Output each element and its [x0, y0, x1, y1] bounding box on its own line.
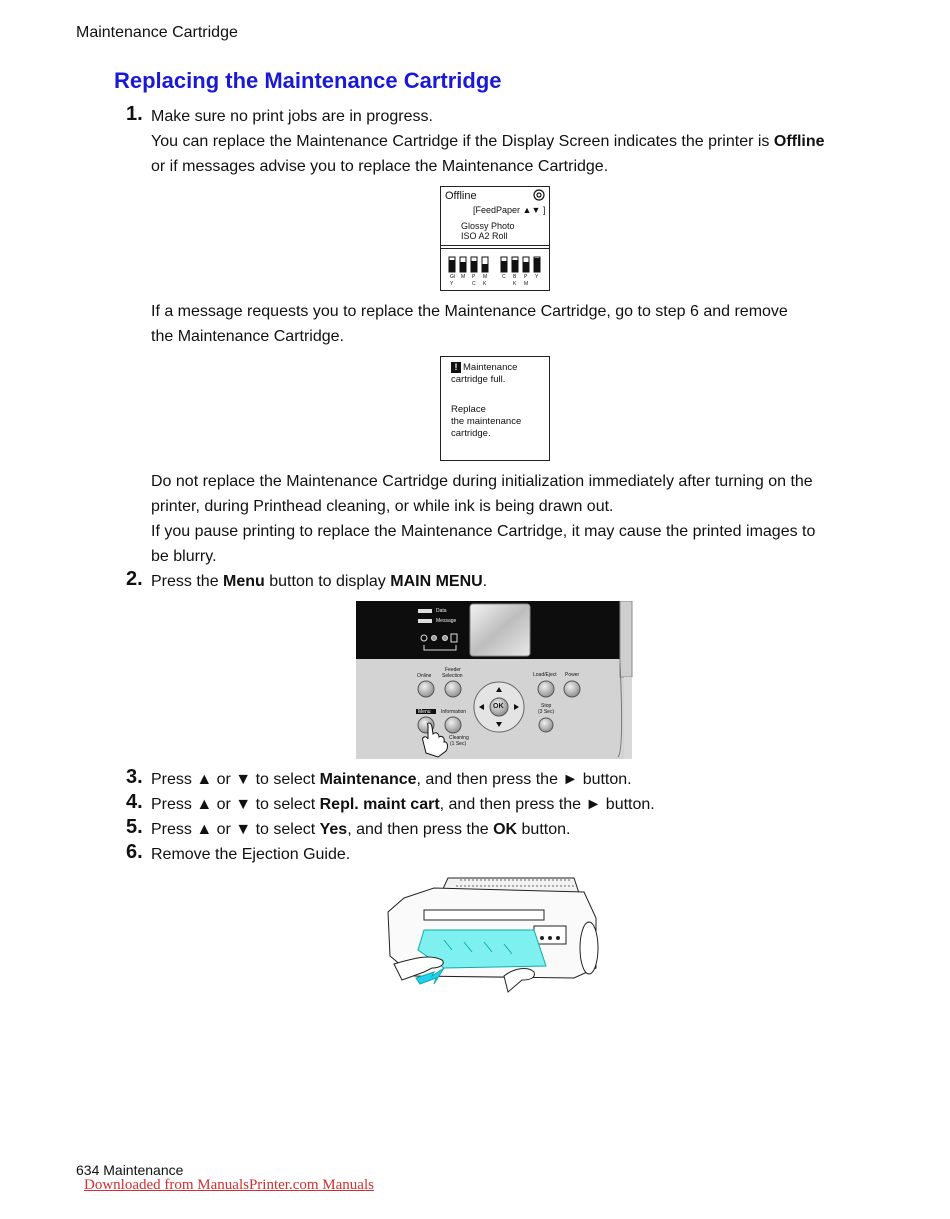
printer-ejection-guide-illustration — [384, 868, 604, 998]
ok-label: OK — [493, 703, 504, 710]
lcd2-line1: Maintenance — [463, 362, 518, 373]
data-label: Data — [436, 608, 447, 614]
step-2-number: 2. — [126, 568, 143, 590]
lcd2-line3: Replace — [451, 404, 486, 415]
control-panel-drawing — [356, 601, 636, 759]
step-2-text: Press the Menu button to display MAIN MENU. — [151, 573, 488, 590]
lcd2-line4: the maintenance — [451, 416, 522, 427]
information-label: Information — [441, 709, 467, 715]
step-5-number: 5. — [126, 816, 143, 838]
control-panel-figure — [356, 601, 636, 759]
step-1-caution-b: printer, during Printhead cleaning, or while ink is being drawn out. — [151, 498, 614, 515]
step-6-number: 6. — [126, 841, 143, 863]
step-1-number: 1. — [126, 103, 143, 125]
warning-icon: ! — [451, 362, 461, 373]
step-1-note-message-cont: the Maintenance Cartridge. — [151, 328, 344, 345]
selection-label: Selection — [442, 673, 463, 679]
running-header: Maintenance Cartridge — [76, 24, 238, 41]
lcd-media-type: Glossy Photo — [461, 221, 515, 231]
display-offline-figure: Offline [FeedPaper ▲▼ ] Glossy Photo ISO A2 Roll Gl M P M C B P Y Y C K K M — [440, 186, 550, 291]
step-1-caution-c: If you pause printing to replace the Maintenance Cartridge, it may cause the printed images to — [151, 523, 816, 540]
online-label: Online — [417, 673, 432, 679]
step-5-text: Press ▲ or ▼ to select Yes, and then press the OK button. — [151, 821, 571, 838]
load-eject-label: Load/Eject — [533, 672, 557, 678]
step-6-text: Remove the Ejection Guide. — [151, 846, 351, 863]
step-3-number: 3. — [126, 766, 143, 788]
step-1-caution-d: be blurry. — [151, 548, 217, 565]
lcd-prompt: [FeedPaper ▲▼ ] — [473, 205, 546, 215]
lcd-status: Offline — [445, 190, 477, 202]
step-1-caution-a: Do not replace the Maintenance Cartridge during initialization immediately after turning on the — [151, 473, 813, 490]
lcd2-line2: cartridge full. — [451, 374, 506, 385]
roll-paper-icon — [533, 189, 545, 201]
message-label: Message — [436, 618, 457, 624]
download-link[interactable]: Downloaded from ManualsPrinter.com Manuals — [84, 1177, 374, 1193]
lcd-media-size: ISO A2 Roll — [461, 231, 508, 241]
lcd2-line5: cartridge. — [451, 428, 491, 439]
power-label: Power — [565, 672, 580, 678]
cleaning-label: Cleaning — [449, 735, 469, 741]
footer-page-number: 634 Maintenance — [76, 1162, 184, 1178]
step-3-text: Press ▲ or ▼ to select Maintenance, and then press the ► button. — [151, 771, 632, 788]
display-maintenance-full-figure — [440, 356, 550, 461]
step-4-number: 4. — [126, 791, 143, 813]
step-1-text: Make sure no print jobs are in progress. — [151, 108, 433, 125]
step-4-text: Press ▲ or ▼ to select Repl. maint cart, and then press the ► button. — [151, 796, 655, 813]
section-title: Replacing the Maintenance Cartridge — [114, 68, 502, 93]
cleaning-time-label: (1 Sec) — [450, 741, 467, 747]
menu-label: Menu — [418, 709, 431, 715]
feeder-label: Feeder — [445, 667, 461, 673]
step-1-note-offline-cont: or if messages advise you to replace the Maintenance Cartridge. — [151, 158, 609, 175]
step-1-note-message: If a message requests you to replace the Maintenance Cartridge, go to step 6 and remove — [151, 303, 788, 320]
step-1-note-offline: You can replace the Maintenance Cartridge if the Display Screen indicates the printer is Offline — [151, 133, 825, 150]
stop-time-label: (3 Sec) — [538, 709, 555, 715]
stop-label: Stop — [541, 703, 552, 709]
